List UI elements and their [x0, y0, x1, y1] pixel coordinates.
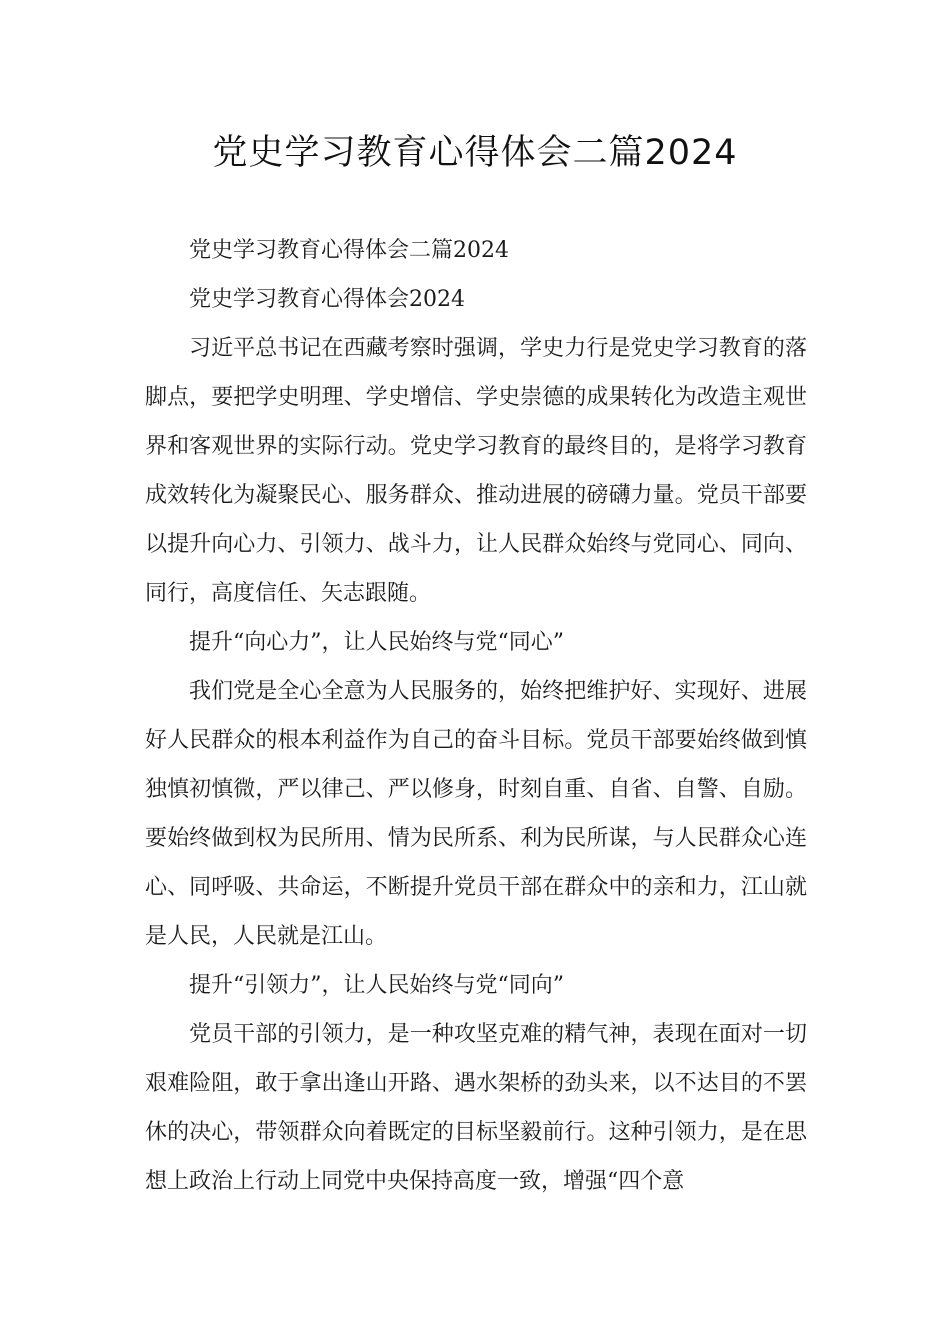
section-heading-2: 提升“引领力”，让人民始终与党“同向”	[189, 973, 564, 998]
intro-paragraph: 习近平总书记在西藏考察时强调，学史力行是党史学习教育的落脚点，要把学史明理、学史增信、学史崇德的成果转化为改造主观世界和客观世界的实际行动。党史学习教育的最终目的，是将学习教育成效转化为凝聚民心、服务群众、推动进展的磅礴力量。党员干部要以提升向心力、引领力、战斗力，让人民群众始终与党同心、同向、同行，高度信任、矢志跟随。	[145, 336, 807, 606]
section-title: 党史学习教育心得体会2024	[189, 287, 465, 312]
body-paragraph-1: 我们党是全心全意为人民服务的，始终把维护好、实现好、进展好人民群众的根本利益作为自己的奋斗目标。党员干部要始终做到慎独慎初慎微，严以律己、严以修身，时刻自重、自省、自警、自励。要始终做到权为民所用、情为民所系、利为民所谋，与人民群众心连心、同呼吸、共命运，不断提升党员干部在群众中的亲和力，江山就是人民，人民就是江山。	[145, 679, 807, 949]
subtitle-line: 党史学习教育心得体会二篇2024	[189, 238, 509, 263]
document-title: 党史学习教育心得体会二篇2024	[212, 133, 738, 173]
document-body	[145, 226, 807, 1206]
body-paragraph-2: 党员干部的引领力，是一种攻坚克难的精气神，表现在面对一切艰难险阻，敢于拿出逢山开路、遇水架桥的劲头来，以不达目的不罢休的决心，带领群众向着既定的目标坚毅前行。这种引领力，是在思想上政治上行动上同党中央保持高度一致，增强“四个意	[145, 1022, 807, 1194]
section-heading-1: 提升“向心力”，让人民始终与党“同心”	[189, 630, 564, 655]
